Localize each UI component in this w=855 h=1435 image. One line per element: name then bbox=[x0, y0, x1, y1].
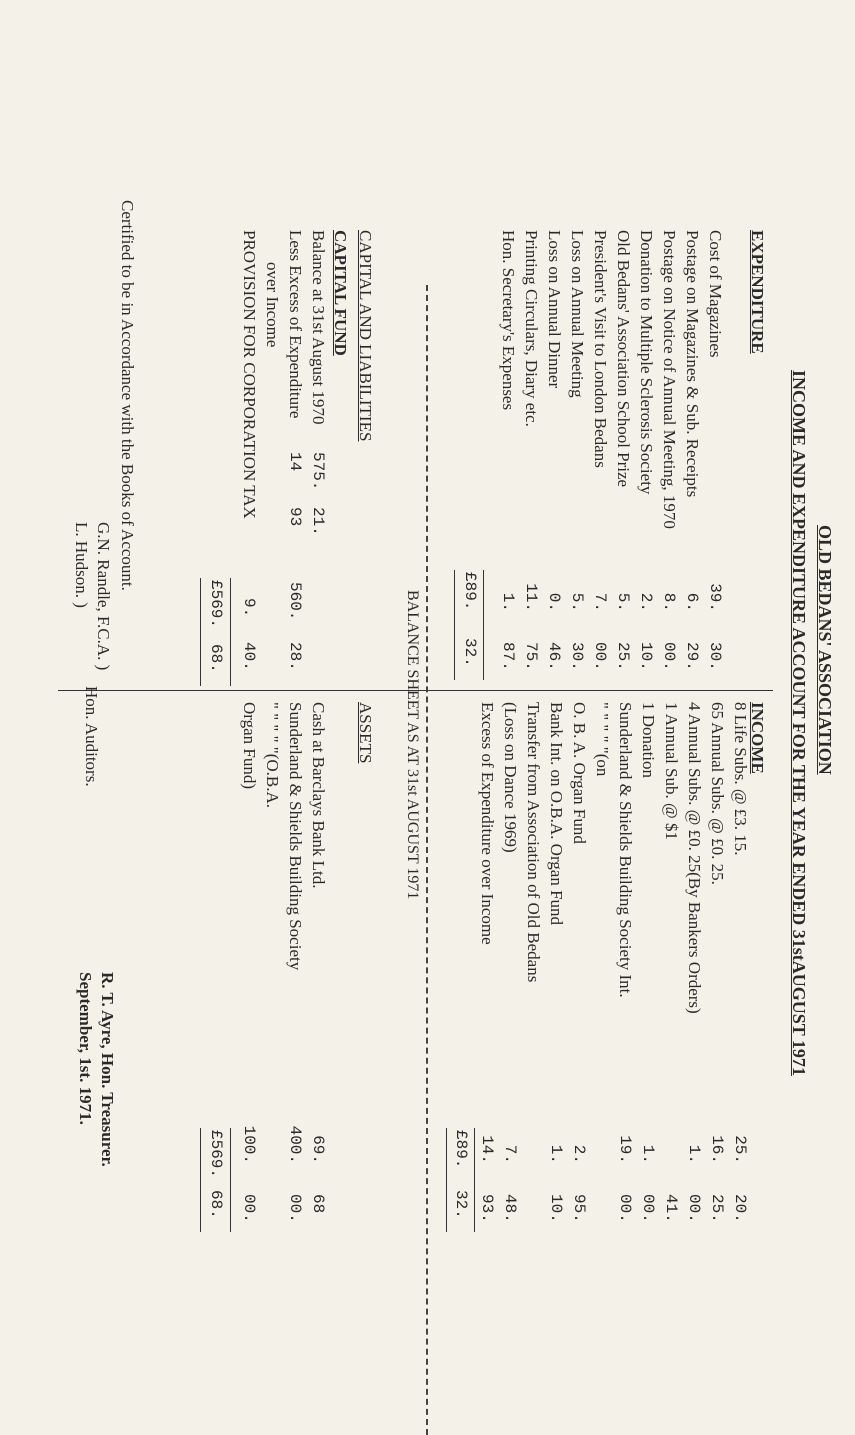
capital-fund-heading: CAPITAL FUND bbox=[331, 230, 350, 356]
line-item-label: Hon. Secretary's Expenses bbox=[499, 230, 518, 411]
line-item-pounds: 1. bbox=[639, 1144, 657, 1164]
assets-total-underline bbox=[200, 1128, 201, 1232]
line-item-label: Cash at Barclays Bank Ltd. bbox=[309, 702, 328, 889]
line-item-label: Cost of Magazines bbox=[706, 230, 725, 358]
line-item-label: Sunderland & Shields Building Society bbox=[286, 702, 305, 971]
line-item-pence: 30. bbox=[706, 642, 724, 671]
line-item-label: Postage on Notice of Annual Meeting, 1970 bbox=[660, 230, 679, 529]
auditor-hudson: L. Hudson. ) bbox=[72, 522, 91, 608]
line-item-label: 1 Donation bbox=[639, 702, 658, 779]
line-item-pence: 00. bbox=[616, 1194, 634, 1223]
line-item-label: " " " " "(on bbox=[593, 702, 612, 777]
line-item-pence: 10. bbox=[547, 1194, 565, 1223]
line-item-label: Printing Circulars, Diary etc. bbox=[522, 230, 541, 427]
corporation-tax-label: PROVISION FOR CORPORATION TAX bbox=[240, 230, 259, 519]
capital-balance-pence: 21. bbox=[309, 507, 327, 536]
income-heading: INCOME bbox=[748, 702, 767, 774]
line-item-pounds: 8. bbox=[660, 592, 678, 612]
line-item-pounds: 1. bbox=[685, 1144, 703, 1164]
less-excess-label: Less Excess of Expenditure bbox=[286, 230, 305, 419]
line-item-pounds: 6. bbox=[683, 592, 701, 612]
line-item-label: 65 Annual Subs. @ £0. 25. bbox=[708, 702, 727, 885]
line-item-pounds: 16. bbox=[708, 1135, 726, 1164]
expenditure-heading: EXPENDITURE bbox=[748, 230, 767, 354]
line-item-label: (Loss on Dance 1969) bbox=[501, 702, 520, 853]
line-item-pounds: 7. bbox=[501, 1144, 519, 1164]
line-item-label: 8 Life Subs. @ £3. 15. bbox=[731, 702, 750, 856]
section-separator bbox=[426, 285, 428, 1435]
liabilities-total-pounds: £569. bbox=[207, 580, 225, 629]
line-item-label: Sunderland & Shields Building Society Int. bbox=[616, 702, 635, 998]
auditor-randle: G.N. Randle, F.C.A. ) bbox=[94, 522, 113, 671]
income-total-underline bbox=[446, 1128, 447, 1232]
line-item-pence: 00. bbox=[660, 642, 678, 671]
corporation-tax-pounds: 9. bbox=[240, 598, 258, 618]
org-title: OLD BEDANS' ASSOCIATION bbox=[815, 525, 835, 775]
expenditure-total-pence: 32. bbox=[461, 638, 479, 667]
line-item-pounds: 1. bbox=[547, 1144, 565, 1164]
line-item-label: Transfer from Association of Old Bedans bbox=[524, 702, 543, 983]
expenditure-total-rule bbox=[483, 570, 484, 680]
account-title: INCOME AND EXPENDITURE ACCOUNT FOR THE YEAR ENDED 31stAUGUST 1971 bbox=[789, 370, 809, 1076]
line-item-pence: 46. bbox=[545, 642, 563, 671]
line-item-pounds: 400. bbox=[286, 1125, 304, 1164]
line-item-label: Old Bedans' Association School Prize bbox=[614, 230, 633, 488]
line-item-pence: 93. bbox=[478, 1194, 496, 1223]
line-item-pence: 25. bbox=[614, 642, 632, 671]
line-item-pounds: 100. bbox=[240, 1125, 258, 1164]
certification-text: Certified to be in Accordance with the Books of Account. bbox=[118, 200, 137, 591]
line-item-label: Loss on Annual Meeting bbox=[568, 230, 587, 398]
line-item-label: Organ Fund) bbox=[240, 702, 259, 790]
line-item-label: Postage on Magazines & Sub. Receipts bbox=[683, 230, 702, 498]
capital-balance-label: Balance at 31st August 1970 bbox=[309, 230, 328, 425]
line-item-label: Excess of Expenditure over Income bbox=[478, 702, 497, 945]
over-income-label: over Income bbox=[263, 262, 282, 348]
line-item-pounds: 2. bbox=[637, 592, 655, 612]
liabilities-total-underline bbox=[200, 578, 201, 686]
line-item-pounds: 5. bbox=[614, 592, 632, 612]
line-item-pence: 41. bbox=[662, 1194, 680, 1223]
line-item-pence: 00. bbox=[286, 1194, 304, 1223]
line-item-label: O. B. A. Organ Fund bbox=[570, 702, 589, 844]
assets-total-pence: 68. bbox=[207, 1190, 225, 1219]
expenditure-total-pounds: £89. bbox=[461, 572, 479, 611]
capital-fund-pounds: 560. bbox=[286, 582, 304, 621]
capital-balance-pounds: 575. bbox=[309, 452, 327, 491]
balance-sheet-title: BALANCE SHEET AS AT 31st AUGUST 1971 bbox=[404, 590, 421, 900]
line-item-pence: 00. bbox=[591, 642, 609, 671]
line-item-label: 4 Annual Subs. @ £0. 25(By Bankers Orders) bbox=[685, 702, 704, 1014]
line-item-pence: 29. bbox=[683, 642, 701, 671]
line-item-pence: 00. bbox=[240, 1194, 258, 1223]
line-item-pence: 68 bbox=[309, 1194, 327, 1214]
line-item-label: 1 Annual Sub. @ $1 bbox=[662, 702, 681, 840]
liabilities-total-pence: 68. bbox=[207, 644, 225, 673]
line-item-label: Loss on Annual Dinner bbox=[545, 230, 564, 389]
line-item-pence: 87. bbox=[499, 642, 517, 671]
assets-heading: ASSETS bbox=[356, 702, 375, 764]
income-total-pounds: £89. bbox=[452, 1130, 470, 1169]
line-item-label: " " " " "(O.B.A. bbox=[263, 702, 282, 809]
line-item-pounds: 5. bbox=[568, 592, 586, 612]
liabilities-total-rule bbox=[230, 578, 231, 686]
income-total-pence: 32. bbox=[452, 1190, 470, 1219]
corporation-tax-pence: 40. bbox=[240, 642, 258, 671]
line-item-pence: 00. bbox=[639, 1194, 657, 1223]
line-item-pence: 95. bbox=[570, 1194, 588, 1223]
less-excess-pounds: 14 bbox=[286, 452, 304, 472]
line-item-pence: 30. bbox=[568, 642, 586, 671]
line-item-pence: 20. bbox=[731, 1194, 749, 1223]
signature-date: September, 1st. 1971. bbox=[76, 972, 95, 1125]
line-item-pounds: 39. bbox=[706, 583, 724, 612]
line-item-pounds: 1. bbox=[499, 592, 517, 612]
line-item-pence: 25. bbox=[708, 1194, 726, 1223]
line-item-label: Bank Int. on O.B.A. Organ Fund bbox=[547, 702, 566, 926]
assets-total-pounds: £569. bbox=[207, 1130, 225, 1179]
line-item-pence: 48. bbox=[501, 1194, 519, 1223]
line-item-pounds: 0. bbox=[545, 592, 563, 612]
line-item-label: President's Visit to London Bedans bbox=[591, 230, 610, 468]
capital-fund-pence: 28. bbox=[286, 642, 304, 671]
line-item-pounds: 69. bbox=[309, 1135, 327, 1164]
line-item-pence: 00. bbox=[685, 1194, 703, 1223]
less-excess-pence: 93 bbox=[286, 507, 304, 527]
income-total-rule bbox=[474, 1128, 475, 1232]
line-item-pounds: 7. bbox=[591, 592, 609, 612]
line-item-pence: 10. bbox=[637, 642, 655, 671]
line-item-pence: 75. bbox=[522, 642, 540, 671]
line-item-pounds: 2. bbox=[570, 1144, 588, 1164]
line-item-pounds: 14. bbox=[478, 1135, 496, 1164]
auditors-label: Hon. Auditors. bbox=[82, 686, 101, 787]
line-item-pounds: 19. bbox=[616, 1135, 634, 1164]
liabilities-heading: CAPITAL AND LIABILITIES bbox=[356, 230, 375, 442]
line-item-label: Donation to Multiple Sclerosis Society bbox=[637, 230, 656, 495]
expenditure-total-underline bbox=[454, 570, 455, 680]
line-item-pounds: 25. bbox=[731, 1135, 749, 1164]
assets-total-rule bbox=[230, 1128, 231, 1232]
treasurer-signature: R. T. Ayre, Hon. Treasurer. bbox=[98, 972, 117, 1167]
line-item-pounds: 11. bbox=[522, 583, 540, 612]
